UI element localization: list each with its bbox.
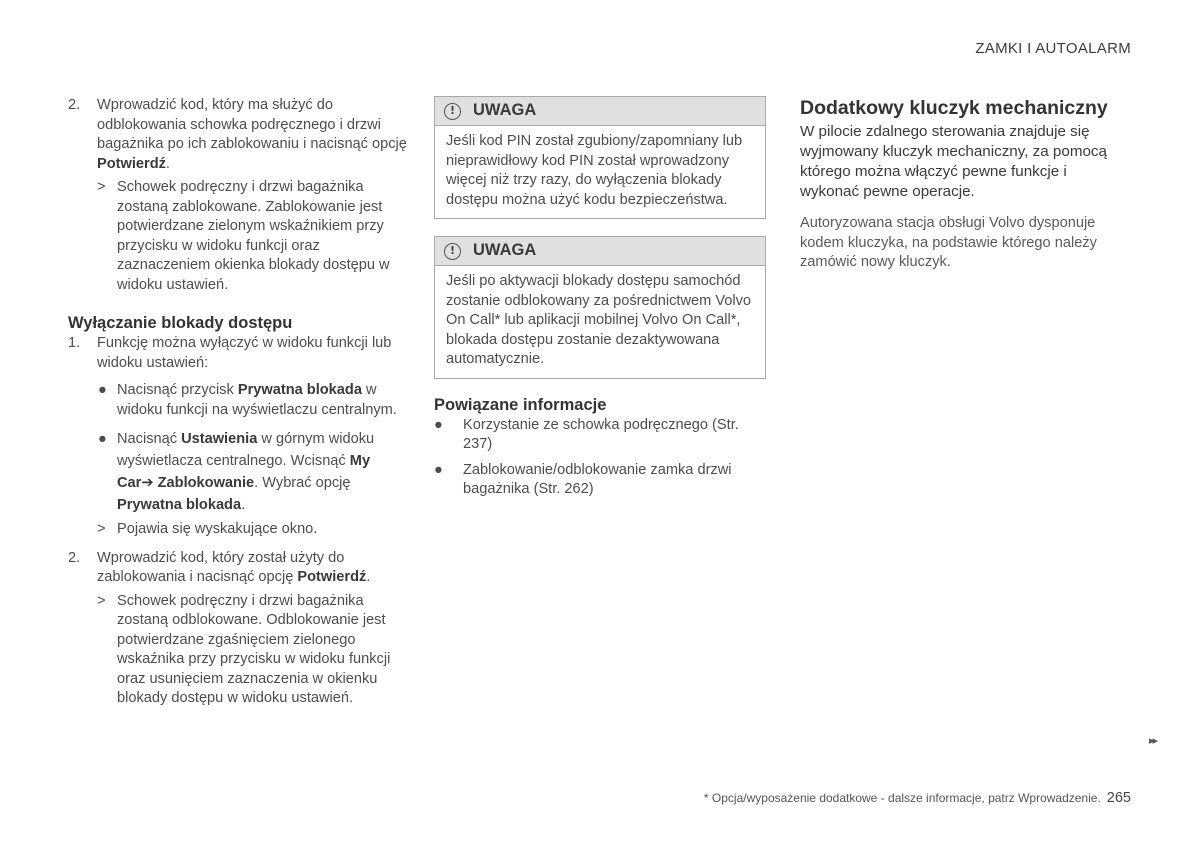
step-result-unlocked — [97, 592, 408, 709]
result-marker: > — [97, 179, 106, 195]
step-text-end: . — [366, 569, 371, 585]
bullet-settings-view — [97, 428, 408, 516]
step-result-popup — [97, 520, 408, 540]
bullet-marker: ● — [434, 461, 443, 478]
related-link-tailgate[interactable] — [434, 461, 766, 500]
result-text: Pojawia się wyskakujące okno. — [117, 521, 318, 537]
bullet-function-view — [97, 381, 408, 420]
locking-ref: Zablokowanie — [157, 475, 255, 491]
column-left — [68, 96, 408, 709]
note-label: UWAGA — [473, 241, 537, 260]
private-lock-option-ref: Prywatna blokada — [117, 497, 242, 513]
article-title: Dodatkowy kluczyk mechaniczny — [800, 97, 1108, 119]
note-text: Jeśli po aktywacji blokady dostępu samochód zostanie odblokowany za pośrednictwem Volvo On Call* lub aplikacji mobilnej Volvo On Call*, blokada dostępu zostanie dezaktywowana automatycznie. — [446, 273, 752, 367]
note-header — [435, 237, 765, 266]
related-link-glovebox[interactable] — [434, 416, 766, 455]
result-marker: > — [97, 521, 106, 537]
bullet-text — [117, 428, 408, 516]
bullet-text-post: w widoku funkcji na wyświetlaczu centralnym. — [117, 382, 397, 418]
section-heading-disable: Wyłączanie blokady dostępu — [68, 314, 293, 332]
result-text: Schowek podręczny i drzwi bagażnika zostaną odblokowane. Odblokowanie jest potwierdzane zgaśnięciem zielonego wskaźnika przy przycisku w widoku funkcji oraz usunięciem zaznaczenia w okienku blokady dostępu w widoku ustawień. — [117, 592, 391, 706]
result-text: Schowek podręczny i drzwi bagażnika zostaną zablokowane. Zablokowanie jest potwierdzane zielonym wskaźnikiem przy przycisku w widoku funkcji oraz zaznaczeniem okienka blokady dostępu w widoku ustawień. — [117, 179, 390, 293]
step-number: 2. — [68, 549, 81, 566]
note-header — [435, 97, 765, 126]
section-title: ZAMKI I AUTOALARM — [975, 40, 1131, 57]
bullet-marker: ● — [98, 382, 107, 398]
step-2-unlock — [68, 549, 408, 588]
my-car-ref: My Car — [117, 453, 371, 491]
info-icon: ! — [444, 243, 461, 260]
bullet-text-pre: Nacisnąć przycisk — [117, 382, 238, 398]
related-link-text[interactable]: Korzystanie ze schowka podręcznego (Str. 237) — [463, 416, 739, 452]
step-text-body: Wprowadzić kod, który został użyty do zablokowania i nacisnąć opcję — [97, 549, 345, 585]
column-middle — [434, 96, 766, 500]
step-2-lock — [68, 96, 408, 174]
bullet-text — [117, 381, 408, 420]
bullet-marker: ● — [434, 416, 443, 433]
step-text — [97, 549, 408, 588]
result-marker: > — [97, 592, 106, 609]
footnote: * Opcja/wyposażenie dodatkowe - dalsze informacje, patrz Wprowadzenie. — [703, 791, 1101, 805]
step-result-locked — [97, 178, 408, 295]
confirm-option: Potwierdź — [297, 569, 367, 585]
body-paragraph: Autoryzowana stacja obsługi Volvo dysponuje kodem kluczyka, na podstawie którego należy zamówić nowy kluczyk. — [800, 215, 1097, 270]
step-text — [97, 96, 408, 174]
note-box-volvo-on-call — [434, 236, 766, 379]
step-text: Funkcję można wyłączyć w widoku funkcji lub widoku ustawień: — [97, 335, 392, 371]
bullet-text-mid: w górnym widoku wyświetlacza centralnego. Wcisnąć — [117, 431, 375, 469]
continue-icon: ▸▸ — [1149, 735, 1157, 747]
note-text: Jeśli kod PIN został zgubiony/zapomniany lub nieprawidłowy kod PIN został wprowadzony więcej niż trzy razy, do wyłączenia blokady dostępu można użyć kodu bezpieczeństwa. — [446, 133, 743, 208]
related-link-text[interactable]: Zablokowanie/odblokowanie zamka drzwi bagażnika (Str. 262) — [463, 461, 732, 497]
related-info-heading: Powiązane informacje — [434, 395, 607, 414]
step-text-end: . — [165, 155, 170, 172]
column-right — [800, 96, 1130, 273]
info-icon: ! — [444, 103, 461, 120]
step-1-disable — [68, 334, 408, 373]
page-number: 265 — [1106, 790, 1131, 806]
page-footer — [704, 790, 1131, 806]
lead-paragraph: W pilocie zdalnego sterowania znajduje się wyjmowany kluczyk mechaniczny, za pomocą którego można włączyć pewne funkcje i wykonać pewne operacje. — [800, 123, 1107, 200]
step-number: 1. — [68, 335, 81, 351]
bullet-marker: ● — [98, 431, 107, 447]
private-lock-button-ref: Prywatna blokada — [237, 382, 362, 398]
bullet-text-pre: Nacisnąć — [117, 431, 182, 447]
settings-ref: Ustawienia — [181, 431, 258, 447]
bullet-text-mid2: . Wybrać opcję — [254, 475, 351, 491]
bullet-text-end: . — [241, 497, 246, 513]
note-box-pin — [434, 96, 766, 219]
step-number: 2. — [68, 97, 81, 113]
arrow-right-icon: ➔ — [141, 475, 154, 491]
note-label: UWAGA — [473, 101, 537, 120]
step-text-body: Wprowadzić kod, który ma służyć do odblokowania schowka podręcznego i drzwi bagażnika po ich zablokowaniu i nacisnąć opcję — [97, 97, 407, 152]
confirm-option: Potwierdź — [97, 155, 166, 172]
